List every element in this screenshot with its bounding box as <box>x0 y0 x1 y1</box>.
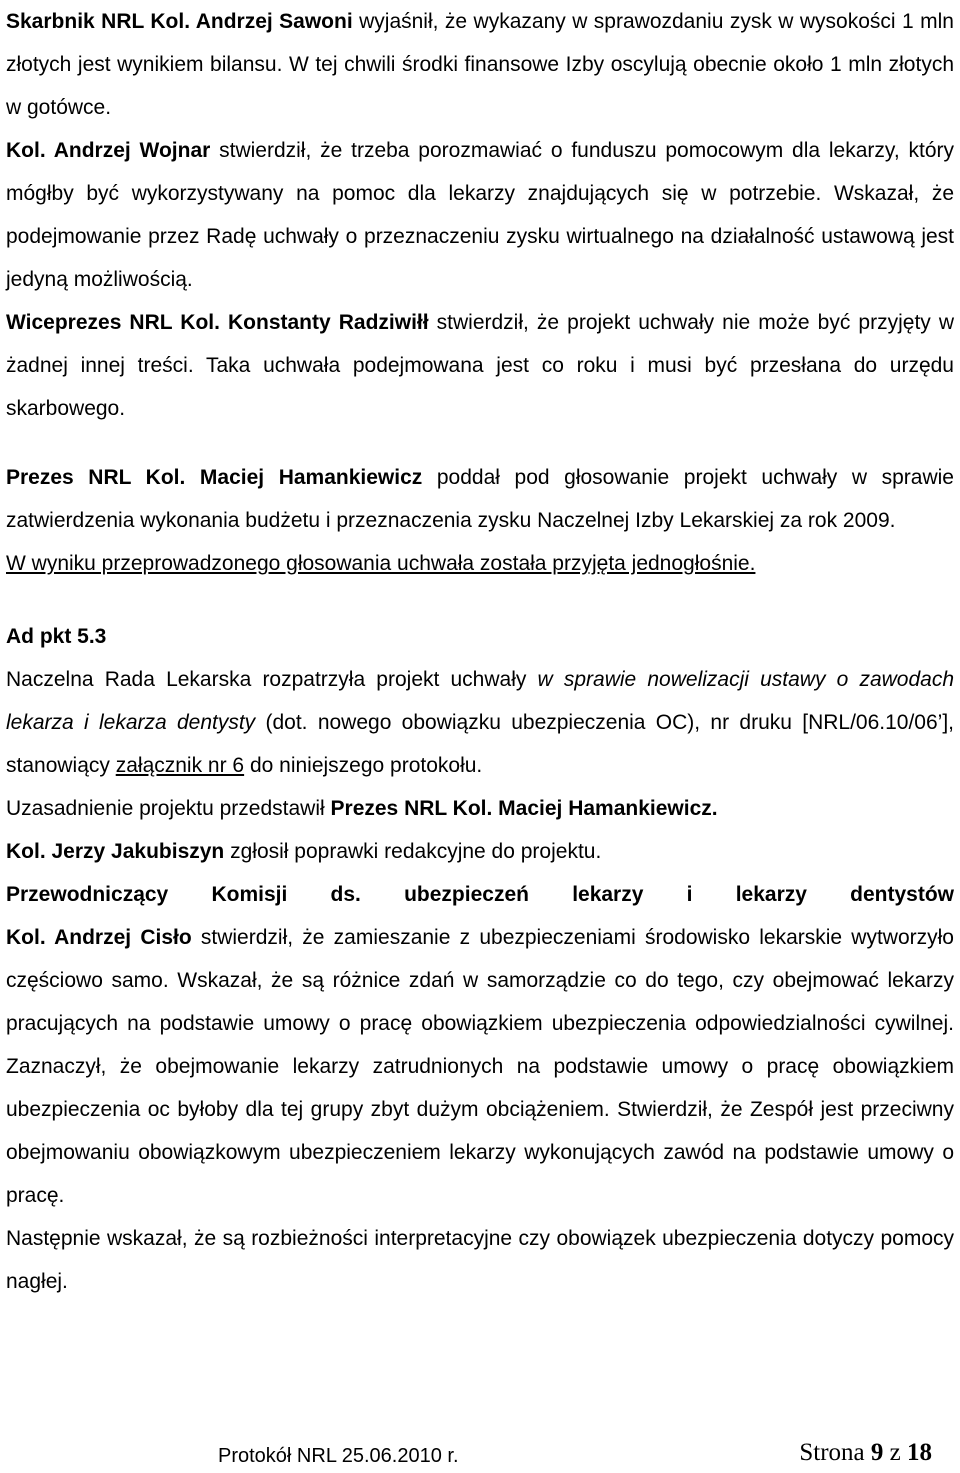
committee-chair-line: Przewodniczący Komisji ds. ubezpieczeń lekarzy i lekarzy dentystów <box>6 883 954 906</box>
paragraph-radziwill <box>6 301 954 430</box>
paragraph-text: zgłosił poprawki redakcyjne do projektu. <box>224 840 602 863</box>
paragraph-text: stwierdził, że trzeba porozmawiać o funduszu pomocowym dla lekarzy, który mógłby być wykorzystywany na pomoc dla lekarzy znajdujących się w potrzebie. Wskazał, że podejmowanie przez Radę uchwały o przeznaczeniu zysku wirtualnego na działalność ustawową jest jedyną możliwością. <box>6 139 955 291</box>
current-page: 9 <box>870 1439 884 1466</box>
paragraph-text: wyjaśnił, że wykazany w sprawozdaniu zysk w wysokości 1 mln złotych jest wynikiem bilansu. W tej chwili środki finansowe Izby oscylują obecnie około 1 mln złotych w gotówce. <box>6 10 954 119</box>
paragraph-text: Naczelna Rada Lekarska rozpatrzyła projekt uchwały <box>6 668 538 691</box>
paragraph-wojnar <box>6 129 954 301</box>
spacer <box>6 430 954 456</box>
spacer <box>6 585 954 615</box>
paragraph-text: do niniejszego protokołu. <box>244 754 483 777</box>
footer-page-number <box>799 1439 932 1467</box>
speaker-name: Kol. Andrzej Wojnar <box>6 139 211 162</box>
paragraph-text: Uzasadnienie projektu przedstawił <box>6 797 331 820</box>
speaker-name: Prezes NRL Kol. Maciej Hamankiewicz. <box>330 797 718 820</box>
attachment-link[interactable]: załącznik nr 6 <box>115 754 245 777</box>
paragraph-interpretation <box>6 1217 954 1303</box>
paragraph-text: stwierdził, że zamieszanie z ubezpieczeniami środowisko lekarskie wytworzyło częściowo samo. Wskazał, że są różnice zdań w samorządzie co do tego, czy obejmować lekarzy pracujących na podstawie umowy o pracę obowiązkiem ubezpieczenia odpowiedzialności cywilnej. Zaznaczył, że obejmowanie lekarzy zatrudnionych na podstawie umowy o pracę obowiązkiem ubezpieczenia oc byłoby dla tej grupy zbyt dużym obciążeniem. Stwierdził, że Zespół jest przeciwny obejmowaniu obowiązkowym ubezpieczeniem lekarzy wykonujących zawód na podstawie umowy o pracę. <box>6 926 954 1207</box>
paragraph-text: poddał pod głosowanie projekt uchwały w sprawie zatwierdzenia wykonania budżetu i przeznaczenia zysku Naczelnej Izby Lekarskiej za rok 2009. <box>6 466 954 532</box>
speaker-name: Kol. Andrzej Cisło <box>6 926 192 949</box>
paragraph-resolution <box>6 658 954 787</box>
section-heading: Ad pkt 5.3 <box>6 625 107 648</box>
paragraph-vote <box>6 456 954 542</box>
total-pages: 18 <box>907 1439 932 1466</box>
speaker-name: Wiceprezes NRL Kol. Konstanty Radziwiłł <box>6 311 429 334</box>
speaker-name: Prezes NRL Kol. Maciej Hamankiewicz <box>6 466 423 489</box>
paragraph-justification <box>6 787 954 830</box>
of-word: z <box>883 1439 907 1466</box>
vote-result-text: W wyniku przeprowadzonego głosowania uchwała została przyjęta jednogłośnie. <box>6 552 756 575</box>
paragraph-vote-result <box>6 542 954 585</box>
speaker-name: Kol. Jerzy Jakubiszyn <box>6 840 225 863</box>
paragraph-jakubiszyn <box>6 830 954 873</box>
paragraph-text: (dot. nowego obowiązku ubezpieczenia OC), nr druku [NRL/06.10/06’], stanowiący <box>6 711 954 777</box>
footer-protocol-label: Protokół NRL 25.06.2010 r. <box>218 1445 459 1467</box>
page-word: Strona <box>799 1439 871 1466</box>
document-page <box>6 0 954 1303</box>
paragraph-text: stwierdził, że projekt uchwały nie może być przyjęty w żadnej innej treści. Taka uchwała podejmowana jest co roku i musi być przesłana do urzędu skarbowego. <box>6 311 955 420</box>
paragraph-treasurer <box>6 0 954 129</box>
paragraph-cislo <box>6 916 954 1217</box>
paragraph-text: Następnie wskazał, że są rozbieżności interpretacyjne czy obowiązek ubezpieczenia dotyczy pomocy nagłej. <box>6 1227 954 1293</box>
speaker-name: Skarbnik NRL Kol. Andrzej Sawoni <box>6 10 353 33</box>
resolution-title: w sprawie nowelizacji ustawy o zawodach lekarza i lekarza dentysty <box>6 668 955 734</box>
page-footer <box>0 1439 960 1473</box>
